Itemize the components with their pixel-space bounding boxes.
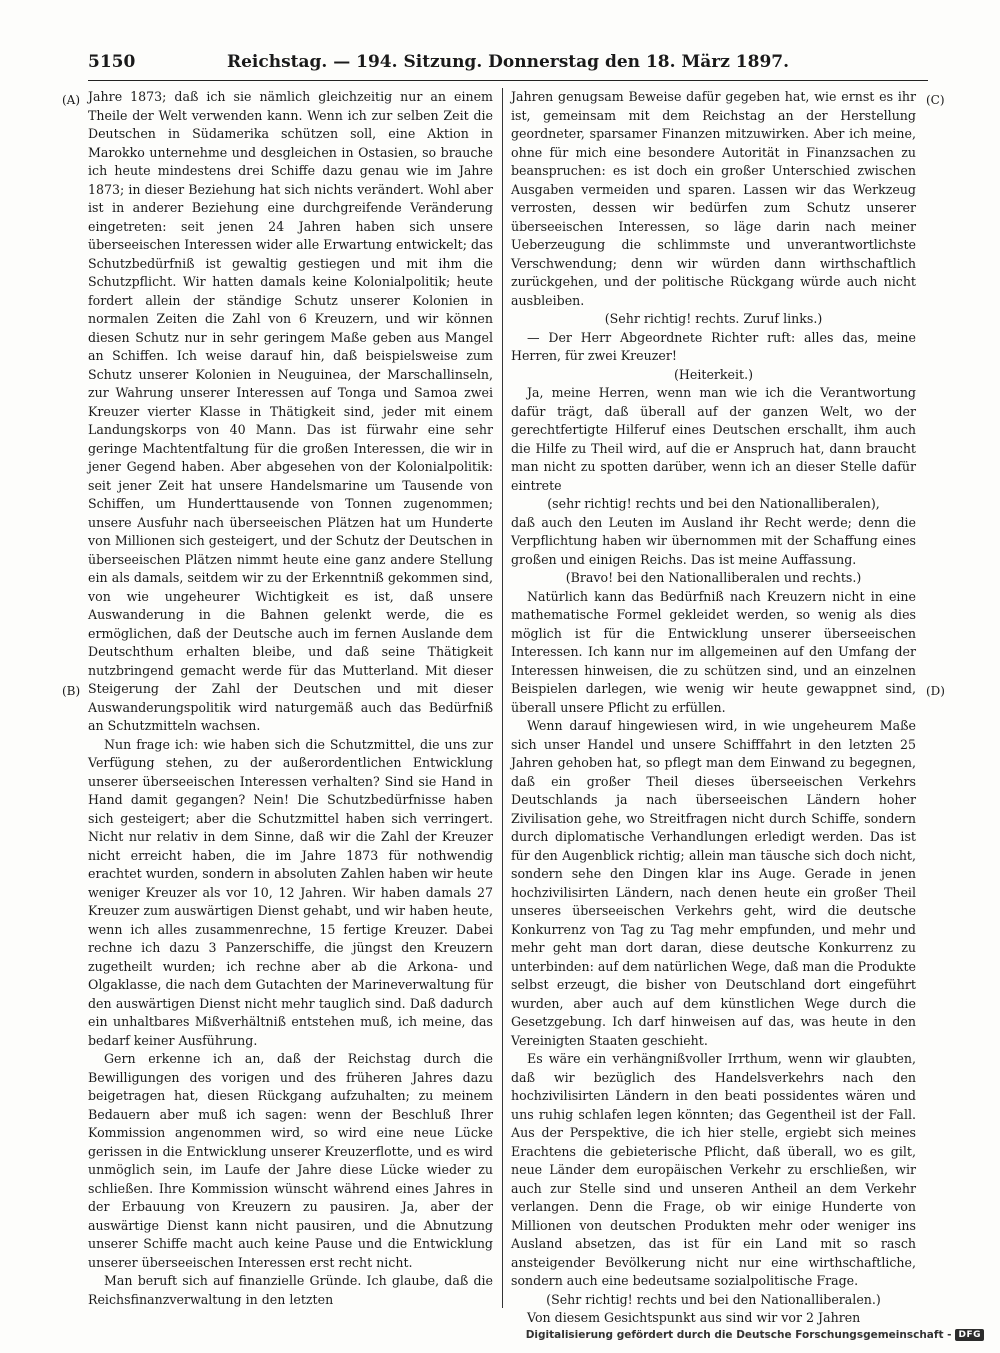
running-title: Reichstag. — 194. Sitzung. Donnerstag den 18. März 1897. <box>226 52 790 72</box>
page-header <box>88 52 928 80</box>
paragraph: Von diesem Gesichtspunkt aus sind wir vor 2 Jahren <box>527 1310 861 1325</box>
credit-text: Digitalisierung gefördert durch die Deutsche Forschungsgemeinschaft - <box>525 1329 952 1341</box>
left-column <box>88 88 493 1309</box>
margin-marker-d: (D) <box>926 684 945 698</box>
paragraph: Natürlich kann das Bedürfniß nach Kreuzern nicht in eine mathematische Formel gekleidet werden, so wenig als dies möglich ist für die Entwicklung unserer überseeischen Interessen. Ich kann nur im allgemeinen auf den Umfang der Interessen hinweisen, die zu schützen sind, und an einzelnen Beispielen darlegen, wie wenig wir heute gewappnet sind, überall unsere Pflicht zu erfüllen. <box>511 588 916 715</box>
interjection: (sehr richtig! rechts und bei den Nationalliberalen), <box>547 496 880 511</box>
digitization-credit <box>526 1329 984 1341</box>
paragraph: Wenn darauf hingewiesen wird, in wie ungeheurem Maße sich unser Handel und unsere Schifffahrt in den letzten 25 Jahren gehoben hat, so pflegt man dem Einwand zu begegnen, daß ein großer Theil dieses überseeischen Verkehrs Deutschlands ja nach überseeischen Ländern hoher Zivilisation gehe, wo Streitfragen nicht durch Schiffe, sondern durch diplomatische Verhandlungen erledigt werden. Das ist für den Augenblick richtig; allein man täusche sich doch nicht, sondern sehe den Dingen klar ins Auge. Gerade in jenen hochzivilisirten Ländern, nach denen heute ein großer Theil unseres überseeischen Verkehrs geht, wird die deutsche Konkurrenz von Tag zu Tag mehr empfunden, und mehr und mehr geht man dort daran, diese deutsche Konkurrenz zu unterbinden: auf dem natürlichen Wege, daß man die Produkte selbst erzeugt, die bisher von Deutschland dort eingeführt wurden, aber auch auf dem künstlichen Wege durch die Gesetzgebung. Ich darf hinweisen auf das, was heute in den Vereinigten Staaten geschieht. <box>511 718 916 1048</box>
page-number: 5150 <box>88 52 136 72</box>
right-column <box>511 88 916 1328</box>
margin-marker-a: (A) <box>62 93 81 107</box>
paragraph: Jahre 1873; daß ich sie nämlich gleichzeitig nur an einem Theile der Welt verwenden kann. Wenn ich zur selben Zeit die Deutschen in Südamerika schützen soll, eine Aktion in Marokko unternehme und desgleichen in Ostasien, so brauche ich heute mindestens drei Schiffe dazu genau wie im Jahre 1873; in dieser Beziehung hat sich nichts verändert. Wohl aber ist in anderer Beziehung eine durchgreifende Veränderung eingetreten: seit jenen 24 Jahren haben sich unsere überseeischen Interessen wider alle Erwartung entwickelt; das Schutzbedürfniß ist gewaltig gestiegen und mit ihm die Schutzpflicht. Wir hatten damals keine Kolonialpolitik; heute fordert allein der ständige Schutz unserer Kolonien in normalen Zeiten die Zahl von 6 Kreuzern, und wir können diesen Schutz nur in sehr geringem Maße geben aus Mangel an Schiffen. Ich weise darauf hin, daß beispielsweise zum Schutz unserer Kolonien in Neuguinea, der Marschallinseln, zur Wahrung unserer Interessen auf Tonga und Samoa zwei Kreuzer vierter Klasse in Thätigkeit sind, jeder mit einem Landungskorps von 40 Mann. Das ist fürwahr eine sehr geringe Machtentfaltung für die großen Interessen, die wir in jener Gegend haben. Aber abgesehen von der Kolonialpolitik: seit jener Zeit hat unsere Handelsmarine um Tausende von Schiffen, um Hunderttausende von Tonnen zugenommen; unsere Ausfuhr nach überseeischen Plätzen hat um Hunderte von Millionen sich gesteigert, und der Schutz der Deutschen in überseeischen Plätzen nimmt heute eine ganz andere Stellung ein als damals, seitdem wir zu der Erkenntniß gekommen sind, von wie ungeheurer Wichtigkeit es ist, daß unsere Auswanderung in die Bahnen gelenkt werde, die es ermöglichen, daß der Deutsche auch im fernen Auslande dem Deutschthum erhalten bleibe, und daß seine Thätigkeit nutzbringend gemacht werde für das Mutterland. Mit dieser Steigerung der Zahl der Deutschen und mit dieser Auswanderungspolitik wird naturgemäß auch das Bedürfniß an Schutzmitteln wachsen. <box>88 89 493 733</box>
header-rule <box>88 80 928 81</box>
paragraph: Jahren genugsam Beweise dafür gegeben hat, wie ernst es ihr ist, gemeinsam mit dem Reichstag an der Herstellung geordneter, sparsamer Finanzen mitzuwirken. Aber ich meine, ohne für mich eine besondere Autorität in Finanzsachen zu beanspruchen: es ist doch ein großer Unterschied zwischen Ausgaben vermeiden und sparen. Lassen wir das Werkzeug verrosten, dessen wir bedürfen zum Schutz unserer überseeischen Interessen, so läge darin nach meiner Ueberzeugung die schlimmste und unverantwortlichste Verschwendung; denn wir würden dann wirthschaftlich zurückgehen, und der politische Rückgang würde auch nicht ausbleiben. <box>511 89 916 308</box>
paragraph: Es wäre ein verhängnißvoller Irrthum, wenn wir glaubten, daß wir bezüglich des Handelsverkehrs nach den hochzivilisirten Ländern in den beati possidentes wären und uns ruhig schlafen legen könnten; das Gegentheil ist der Fall. Aus der Perspektive, die ich hier stelle, ergiebt sich meines Erachtens die gebieterische Pflicht, daß überall, wo es gilt, neue Länder dem europäischen Verkehr zu erschließen, wir auch zur Stelle sind und unseren Antheil an dem Verkehr verlangen. Denn die Frage, ob wir einige Hunderte von Millionen von deutschen Produkten mehr oder weniger ins Ausland absetzen, das ist für ein Land mit so rasch ansteigender Bevölkerung nicht nur eine wirthschaftliche, sondern auch eine bedeutsame sozialpolitische Frage. <box>511 1051 916 1288</box>
margin-marker-c: (C) <box>926 93 945 107</box>
interjection: (Heiterkeit.) <box>674 366 753 382</box>
margin-marker-b: (B) <box>62 684 81 698</box>
paragraph: Man beruft sich auf finanzielle Gründe. Ich glaube, daß die Reichsfinanzverwaltung in den letzten <box>88 1273 493 1307</box>
paragraph: daß auch den Leuten im Ausland ihr Recht werde; denn die Verpflichtung haben wir übernommen mit der Schaffung eines großen und einigen Reichs. Das ist meine Auffassung. <box>511 514 916 567</box>
dfg-logo: DFG <box>955 1329 984 1341</box>
paragraph: Nun frage ich: wie haben sich die Schutzmittel, die uns zur Verfügung stehen, zu der außerordentlichen Entwicklung unserer überseeischen Interessen verhalten? Sind sie Hand in Hand damit gegangen? Nein! Die Schutzbedürfnisse haben sich gesteigert; aber die Schutzmittel haben sich verringert. Nicht nur relativ in dem Sinne, daß wir die Zahl der Kreuzer nicht erreicht haben, die im Jahre 1873 für nothwendig erachtet wurden, sondern in absoluten Zahlen haben wir heute weniger Kreuzer als vor 10, 12 Jahren. Wir haben damals 27 Kreuzer zum auswärtigen Dienst gehabt, und wir haben heute, wenn ich alles zusammenrechne, 15 fertige Kreuzer. Dabei rechne ich dazu 3 Panzerschiffe, die jüngst den Kreuzern zugetheilt wurden; ich rechne aber ab die Arkona- und Olgaklasse, die nach dem Gutachten der Marineverwaltung für den auswärtigen Dienst nicht mehr tauglich sind. Daß dadurch ein unhaltbares Mißverhältniß entstehen muß, ich meine, das bedarf keiner Ausführung. <box>88 736 493 1048</box>
column-divider <box>502 88 503 1308</box>
interjection: (Sehr richtig! rechts und bei den Nationalliberalen.) <box>546 1291 881 1307</box>
paragraph: Gern erkenne ich an, daß der Reichstag durch die Bewilligungen des vorigen und des früheren Jahres dazu beigetragen hat, diesen Rückgang aufzuhalten; zu meinem Bedauern aber muß ich sagen: wenn der Beschluß Ihrer Kommission angenommen wird, so wird eine neue Lücke gerissen in die Entwicklung unserer Kreuzerflotte, und es wird unmöglich sein, im Laufe der Jahre diese Lücke wieder zu schließen. Ihre Kommission wünscht während eines Jahres in der Erbauung von Kreuzern zu pausiren. Ja, aber der auswärtige Dienst kann nicht pausiren, und die Abnutzung unserer Schiffe macht auch keine Pause und die Entwicklung unserer überseeischen Interessen erst recht nicht. <box>88 1051 493 1270</box>
paragraph: Ja, meine Herren, wenn man wie ich die Verantwortung dafür trägt, daß überall auf der ganzen Welt, wo der gerechtfertigte Hilferuf eines Deutschen erschallt, ihm auch die Hilfe zu Theil wird, auf die er Anspruch hat, dann braucht man nicht zu spotten darüber, wenn ich an dieser Stelle dafür eintrete <box>511 385 916 493</box>
interjection: (Sehr richtig! rechts. Zuruf links.) <box>604 311 823 326</box>
interjection: (Bravo! bei den Nationalliberalen und rechts.) <box>565 570 862 585</box>
paragraph: — Der Herr Abgeordnete Richter ruft: alles das, meine Herren, für zwei Kreuzer! <box>511 329 916 363</box>
